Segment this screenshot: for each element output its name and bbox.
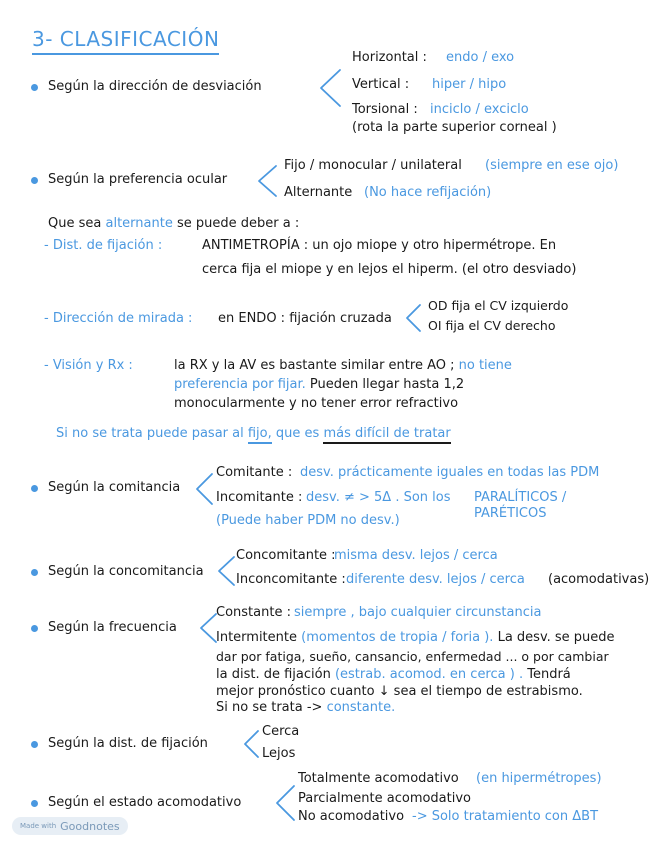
intermittent-line-1: [216, 630, 615, 646]
od-fixation: OD fija el CV izquierdo: [428, 298, 569, 313]
near-label: Cerca: [262, 724, 300, 739]
bullet-dot: [31, 741, 38, 748]
non-accommodative-key: No acomodativo: [298, 809, 405, 824]
intermittent-highlight: constante.: [326, 700, 396, 715]
brace-icon: [216, 555, 236, 587]
inconcomitant-value: diferente desv. lejos / cerca: [346, 572, 525, 587]
bullet-dot: [31, 569, 38, 576]
bullet-dot: [31, 84, 38, 91]
comitant-key: Comitante :: [216, 465, 293, 480]
page-title: 3- CLASIFICACIÓN: [32, 27, 219, 55]
inconcomitant-key: Inconcomitante :: [236, 572, 346, 587]
intro-text: Que sea: [48, 216, 102, 231]
fixation-distance-key: - Dist. de fijación :: [44, 238, 163, 253]
gaze-direction-key: - Dirección de mirada :: [44, 311, 193, 326]
intermittent-highlight: (estrab. acomod. en cerca ) .: [334, 667, 524, 682]
concomitant-value: misma desv. lejos / cerca: [334, 548, 498, 563]
bullet-dot: [31, 800, 38, 807]
brace-icon: [404, 303, 422, 333]
intermittent-value: (momentos de tropia / foria ).: [301, 630, 494, 645]
non-accommodative-value: -> Solo tratamiento con ΔBT: [412, 809, 599, 824]
total-accommodative-key: Totalmente acomodativo: [298, 771, 459, 786]
vertical-key: Vertical :: [352, 77, 410, 92]
antimetropia-line-1: ANTIMETROPÍA : un ojo miope y otro hipermétrope. En: [202, 238, 557, 253]
far-label: Lejos: [262, 746, 296, 761]
preference-label: Según la preferencia ocular: [48, 172, 228, 187]
concomitance-label: Según la concomitancia: [48, 564, 204, 579]
badge-brand-text: Goodnotes: [60, 819, 120, 833]
frequency-label: Según la frecuencia: [48, 620, 177, 635]
vision-rx-line-1: [174, 358, 512, 374]
comitance-note: (Puede haber PDM no desv.): [216, 513, 400, 528]
comitant-value: desv. prácticamente iguales en todas las PDM: [300, 465, 600, 480]
horizontal-key: Horizontal :: [352, 50, 427, 65]
vision-rx-highlight: no tiene: [458, 358, 512, 373]
alternating-intro: [48, 216, 299, 232]
intermittent-text: Tendrá: [527, 667, 571, 682]
comitance-label: Según la comitancia: [48, 480, 181, 495]
intro-highlight: alternante: [105, 216, 173, 231]
brace-icon: [274, 784, 296, 822]
direction-label: Según la dirección de desviación: [48, 79, 262, 94]
accommodative-note: (acomodativas): [548, 572, 650, 587]
intro-text-end: se puede deber a :: [176, 216, 300, 231]
concomitant-key: Concomitante :: [236, 548, 336, 563]
accommodative-label: Según el estado acomodativo: [48, 795, 242, 810]
intermittent-text: La desv. se puede: [497, 630, 615, 645]
alternating-key: Alternante: [284, 185, 353, 200]
intermittent-line-5: [216, 700, 395, 716]
incomitant-value: desv. ≠ > 5Δ . Son los: [306, 490, 451, 505]
fixation-label: Según la dist. de fijación: [48, 736, 208, 751]
intermittent-text: la dist. de fijación: [216, 667, 331, 682]
horizontal-value: endo / exo: [446, 50, 515, 65]
vision-rx-line-3: monocularmente y no tener error refractivo: [174, 396, 459, 411]
vision-rx-line-2: [174, 377, 464, 393]
note-underlined: fijo,: [248, 426, 272, 444]
bullet-dot: [31, 485, 38, 492]
note-text: que es: [275, 426, 320, 441]
vision-rx-highlight: preferencia por fijar.: [174, 377, 306, 392]
intermittent-key: Intermitente: [216, 630, 297, 645]
oi-fixation: OI fija el CV derecho: [428, 318, 556, 333]
vertical-value: hiper / hipo: [432, 77, 507, 92]
paretic-label: PARÉTICOS: [474, 506, 547, 521]
fixed-key: Fijo / monocular / unilateral: [284, 158, 462, 173]
bullet-dot: [31, 177, 38, 184]
antimetropia-line-2: cerca fija el miope y en lejos el hiperm. (el otro desviado): [202, 262, 577, 277]
torsional-value: inciclo / exciclo: [430, 102, 529, 117]
intermittent-line-4: mejor pronóstico cuanto ↓ sea el tiempo de estrabismo.: [216, 684, 583, 699]
partial-accommodative-key: Parcialmente acomodativo: [298, 791, 472, 806]
fixed-value: (siempre en ese ojo): [485, 158, 619, 173]
torsional-note: (rota la parte superior corneal ): [352, 120, 557, 135]
intermittent-line-2: dar por fatiga, sueño, cansancio, enfermedad ... o por cambiar: [216, 649, 609, 664]
constant-value: siempre , bajo cualquier circunstancia: [294, 605, 542, 620]
badge-small-text: Made with: [20, 822, 57, 830]
intermittent-text: Si no se trata ->: [216, 700, 323, 715]
total-accommodative-value: (en hipermétropes): [476, 771, 602, 786]
alternating-value: (No hace refijación): [364, 185, 492, 200]
vision-rx-key: - Visión y Rx :: [44, 358, 133, 373]
note-text: Si no se trata puede pasar al: [56, 426, 244, 441]
gaze-direction-text: en ENDO : fijación cruzada: [218, 311, 392, 326]
vision-rx-text: Pueden llegar hasta 1,2: [309, 377, 465, 392]
constant-key: Constante :: [216, 605, 291, 620]
paralytic-label: PARALÍTICOS /: [474, 490, 567, 505]
brace-icon: [194, 472, 214, 506]
goodnotes-badge: [12, 817, 128, 835]
note-underlined: más difícil de tratar: [323, 426, 450, 444]
brace-icon: [318, 68, 342, 108]
bullet-dot: [31, 625, 38, 632]
brace-icon: [242, 729, 260, 759]
brace-icon: [198, 612, 218, 644]
incomitant-key: Incomitante :: [216, 490, 303, 505]
untreated-note: [56, 426, 451, 442]
torsional-key: Torsional :: [352, 102, 418, 117]
intermittent-line-3: [216, 667, 571, 683]
brace-icon: [256, 164, 278, 198]
vision-rx-text: la RX y la AV es bastante similar entre AO ;: [174, 358, 455, 373]
